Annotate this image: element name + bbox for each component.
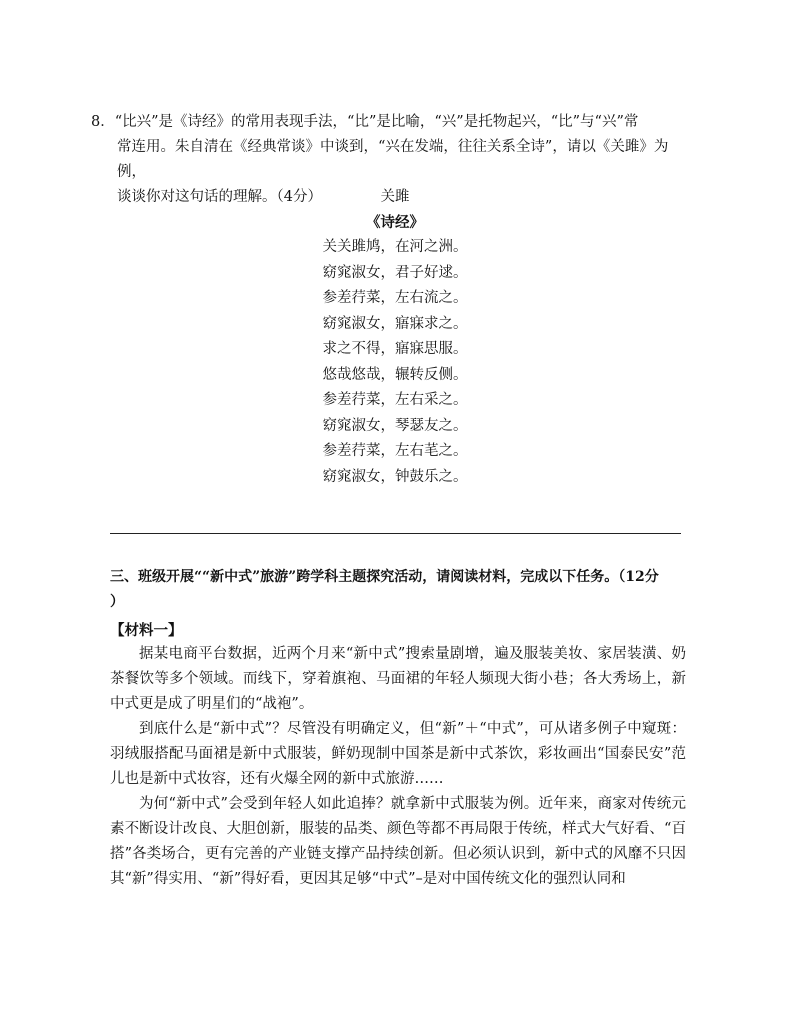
poem-line: 窈窕淑女，钟鼓乐之。 — [322, 468, 468, 485]
poem-line: 参差荇菜，左右芼之。 — [322, 443, 468, 459]
poem-line: 参差荇菜，左右采之。 — [322, 392, 468, 408]
question-8-line-2: 常连用。朱自清在《经典常谈》中谈到，“兴在发端，往往关系全诗”，请以《关雎》为例， — [117, 139, 669, 180]
question-8-line-3: 谈谈你对这句话的理解。（4分） — [117, 189, 322, 205]
paragraph: 到底什么是“新中式”？尽管没有明确定义，但“新”＋“中式”，可从诸多例子中窥斑：羽绒服搭配马面裙是新中式服装，鲜奶现制中国茶是新中式茶饮，彩妆画出“国泰民安”范儿也是新中式妆容，还有火爆全网的新中式旅游…… — [110, 721, 686, 787]
poem-line: 窈窕淑女，寤寐求之。 — [322, 315, 468, 332]
question-8-line-1: 8．“比兴”是《诗经》的常用表现手法，“比”是比喻，“兴”是托物起兴，“比”与“兴”常 — [91, 114, 639, 130]
poem-line: 求之不得，寤寐思服。 — [322, 341, 468, 357]
section-3-heading — [110, 565, 690, 615]
poem-line: 关关雎鸠，在河之洲。 — [322, 239, 468, 255]
material-1-heading: 【材料一】 — [110, 622, 183, 639]
poem-line: 窈窕淑女，君子好逑。 — [322, 264, 468, 281]
poem-line: 悠哉悠哉，辗转反侧。 — [322, 366, 468, 383]
answer-line — [110, 533, 681, 534]
paragraph: 据某电商平台数据，近两个月来“新中式”搜索量剧增，遍及服装美妆、家居装潢、奶茶餐饮等多个领域。而线下，穿着旗袍、马面裙的年轻人频现大街小巷；各大秀场上，新中式更是成了明星们的“战袍”。 — [110, 646, 686, 712]
material-1-body — [110, 642, 686, 892]
section-3-heading-text: 三、班级开展““新中式”旅游”跨学科主题探究活动，请阅读材料，完成以下任务。（12分 — [110, 569, 659, 585]
poem-source: 《诗经》 — [366, 214, 424, 231]
paragraph: 为何“新中式”会受到年轻人如此追捧？就拿新中式服装为例。近年来，商家对传统元素不断设计改良、大胆创新，服装的品类、颜色等都不再局限于传统，样式大气好看、“百搭”各类场合，更有完善的产业链支撑产品持续创新。但必须认识到，新中式的风靡不只因其“新”得实用、“新”得好看，更因其足够“中式”–是对中国传统文化的强烈认同和 — [110, 796, 686, 887]
poem — [250, 185, 540, 490]
poem-line: 参差荇菜，左右流之。 — [322, 290, 468, 306]
section-3-heading-tail: ） — [110, 594, 124, 610]
poem-line: 窈窕淑女，琴瑟友之。 — [322, 417, 468, 434]
poem-title: 关雎 — [380, 189, 410, 205]
